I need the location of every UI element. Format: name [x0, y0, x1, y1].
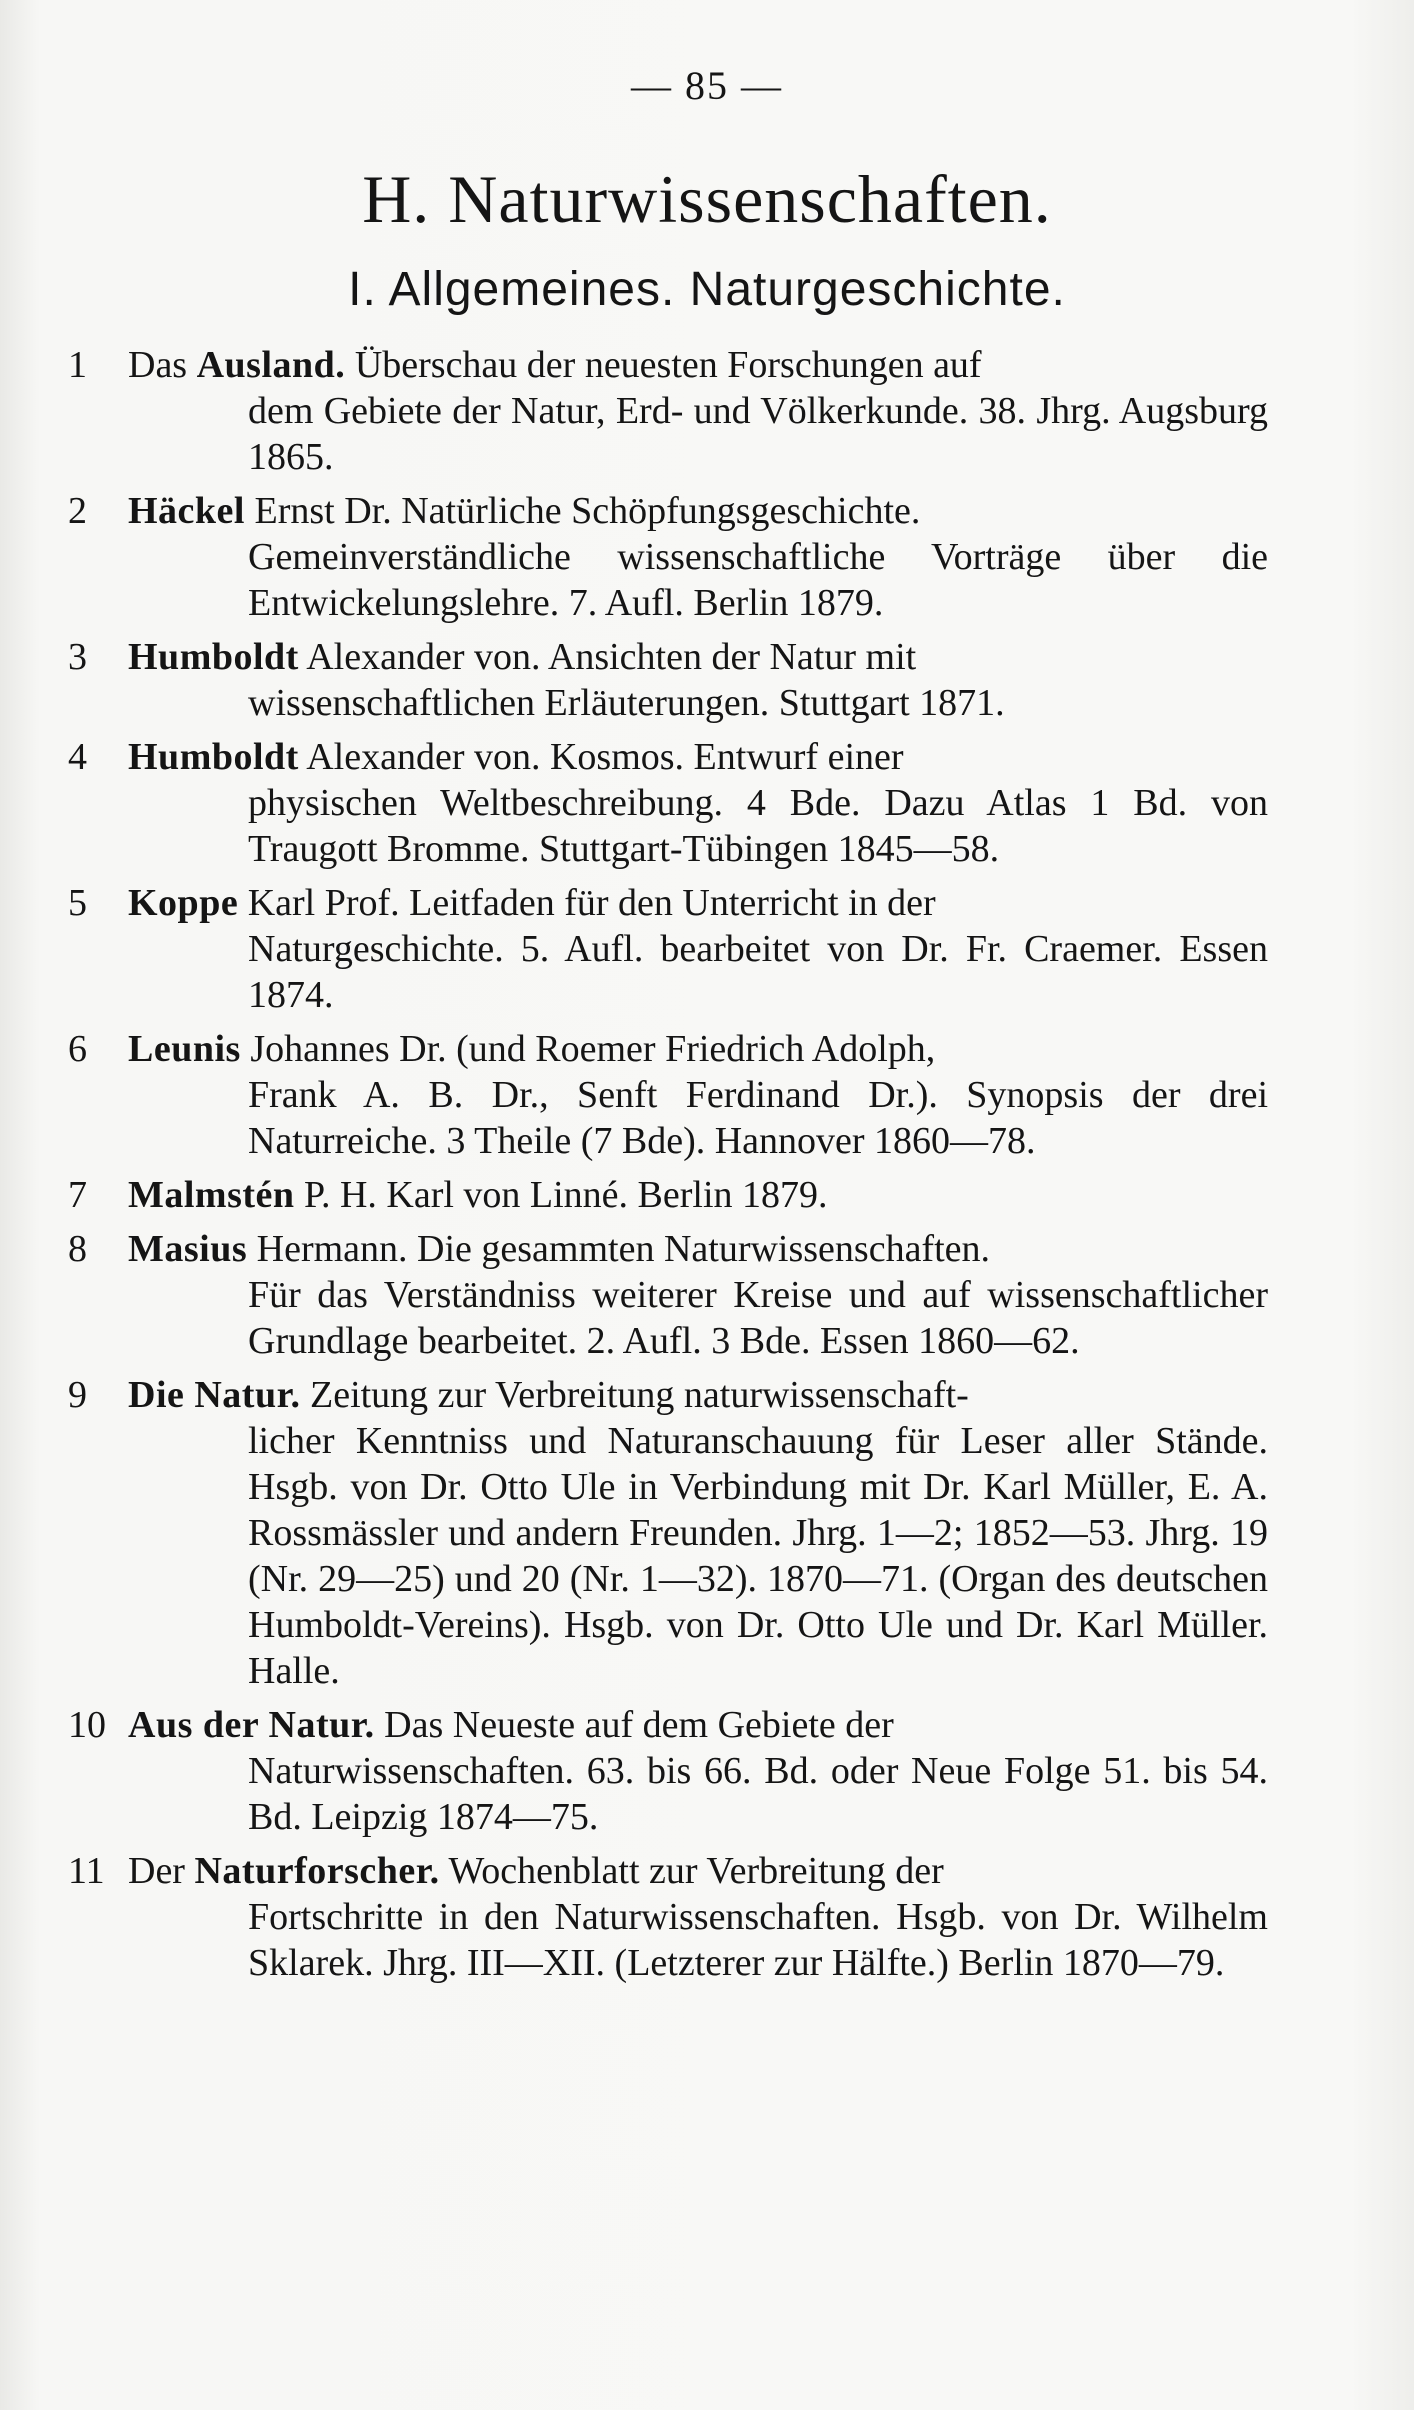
- entry-number: 11: [68, 1850, 105, 1892]
- entry-first-line: [128, 880, 1268, 926]
- bibliography-entry: [68, 1702, 1268, 1840]
- entry-first-line: [128, 1848, 1268, 1894]
- entry-text: [128, 1172, 1268, 1218]
- entry-author: Naturforscher.: [194, 1850, 440, 1892]
- entry-continuation: Gemeinverständliche wissenschaftliche Vorträge über die Entwickelungslehre. 7. Aufl. Berlin 1879.: [248, 536, 1268, 624]
- entry-text: [128, 734, 1268, 872]
- bibliography-list: [68, 342, 1268, 1994]
- entry-author: Ausland.: [196, 344, 346, 386]
- page-number: — 85 —: [631, 63, 783, 108]
- entry-author: Häckel: [128, 490, 245, 532]
- entry-text: [128, 1026, 1268, 1164]
- entry-text: [128, 880, 1268, 1018]
- subsection-title: I. Allgemeines. Naturgeschichte.: [348, 263, 1066, 316]
- entry-text: [128, 1702, 1268, 1840]
- entry-first-line: [128, 342, 1268, 388]
- entry-text: [128, 634, 1268, 726]
- bibliography-entry: [68, 1226, 1268, 1364]
- entry-number: 1: [68, 344, 87, 386]
- entry-author: Die Natur.: [128, 1374, 301, 1416]
- bibliography-entry: [68, 488, 1268, 626]
- entry-title-start: Karl Prof. Leitfaden für den Unterricht in der: [238, 882, 936, 924]
- entry-number: 8: [68, 1228, 87, 1270]
- entry-number: 6: [68, 1028, 87, 1070]
- entry-text: [128, 342, 1268, 480]
- entry-continuation: Naturgeschichte. 5. Aufl. bearbeitet von Dr. Fr. Craemer. Essen 1874.: [248, 928, 1268, 1016]
- entry-text: [128, 1372, 1268, 1694]
- entry-title-start: Ernst Dr. Natürliche Schöpfungsgeschichte.: [244, 490, 921, 532]
- entry-continuation: physischen Weltbeschreibung. 4 Bde. Dazu Atlas 1 Bd. von Traugott Bromme. Stuttgart-Tübingen 1845—58.: [248, 782, 1268, 870]
- entry-continuation: Für das Verständniss weiterer Kreise und auf wissenschaftlicher Grundlage bearbeitet. 2. Aufl. 3 Bde. Essen 1860—62.: [248, 1274, 1268, 1362]
- entry-first-line: [128, 1372, 1268, 1418]
- entry-title-start: Das Neueste auf dem Gebiete der: [374, 1704, 894, 1746]
- section-title: H. Naturwissenschaften.: [362, 161, 1052, 237]
- entry-number: 5: [68, 882, 87, 924]
- entry-author: Malmstén: [128, 1174, 295, 1216]
- entry-first-line: [128, 1172, 1268, 1218]
- entry-first-line: [128, 634, 1268, 680]
- entry-number: 4: [68, 736, 87, 778]
- bibliography-entry: [68, 1372, 1268, 1694]
- bibliography-entry: [68, 1026, 1268, 1164]
- entry-first-line: [128, 1702, 1268, 1748]
- entry-prefix: Der: [128, 1850, 195, 1892]
- entry-number: 9: [68, 1374, 87, 1416]
- entry-number: 3: [68, 636, 87, 678]
- entry-title-start: Alexander von. Kosmos. Entwurf einer: [298, 736, 904, 778]
- entry-continuation: licher Kenntniss und Naturanschauung für Leser aller Stände. Hsgb. von Dr. Otto Ule in Verbindung mit Dr. Karl Müller, E. A. Rossmässler und andern Freunden. Jhrg. 1—2; 1852—53. Jhrg. 19 (Nr. 29—25) und 20 (Nr. 1—32). 1870—71. (Organ des deutschen Humboldt-Vereins). Hsgb. von Dr. Otto Ule und Dr. Karl Müller. Halle.: [248, 1420, 1268, 1692]
- entry-continuation: Naturwissenschaften. 63. bis 66. Bd. oder Neue Folge 51. bis 54. Bd. Leipzig 1874—75.: [248, 1750, 1268, 1838]
- entry-number: 2: [68, 490, 87, 532]
- entry-author: Leunis: [128, 1028, 241, 1070]
- entry-first-line: [128, 734, 1268, 780]
- entry-text: [128, 1848, 1268, 1986]
- entry-continuation: dem Gebiete der Natur, Erd- und Völkerkunde. 38. Jhrg. Augsburg 1865.: [248, 390, 1268, 478]
- entry-author: Koppe: [128, 882, 239, 924]
- bibliography-entry: [68, 880, 1268, 1018]
- entry-number: 10: [68, 1704, 106, 1746]
- entry-text: [128, 488, 1268, 626]
- entry-title-start: Wochenblatt zur Verbreitung der: [439, 1850, 944, 1892]
- entry-title-start: Zeitung zur Verbreitung naturwissenschaft-: [300, 1374, 969, 1416]
- bibliography-entry: [68, 634, 1268, 726]
- bibliography-entry: [68, 734, 1268, 872]
- entry-author: Humboldt: [128, 636, 299, 678]
- entry-author: Aus der Natur.: [128, 1704, 375, 1746]
- entry-first-line: [128, 1226, 1268, 1272]
- entry-first-line: [128, 1026, 1268, 1072]
- entry-title-start: Hermann. Die gesammten Naturwissenschaften.: [247, 1228, 991, 1270]
- entry-continuation: Fortschritte in den Naturwissenschaften. Hsgb. von Dr. Wilhelm Sklarek. Jhrg. III—XII. (Letzterer zur Hälfte.) Berlin 1870—79.: [248, 1896, 1268, 1984]
- bibliography-entry: [68, 1172, 1268, 1218]
- entry-first-line: [128, 488, 1268, 534]
- entry-prefix: Das: [128, 344, 197, 386]
- entry-author: Humboldt: [128, 736, 299, 778]
- entry-continuation: wissenschaftlichen Erläuterungen. Stuttgart 1871.: [248, 682, 1005, 724]
- bibliography-entry: [68, 342, 1268, 480]
- entry-title-start: P. H. Karl von Linné. Berlin 1879.: [294, 1174, 828, 1216]
- entry-number: 7: [68, 1174, 87, 1216]
- entry-title-start: Überschau der neuesten Forschungen auf: [345, 344, 982, 386]
- entry-title-start: Alexander von. Ansichten der Natur mit: [298, 636, 917, 678]
- entry-author: Masius: [128, 1228, 248, 1270]
- bibliography-entry: [68, 1848, 1268, 1986]
- entry-title-start: Johannes Dr. (und Roemer Friedrich Adolph,: [240, 1028, 936, 1070]
- entry-continuation: Frank A. B. Dr., Senft Ferdinand Dr.). Synopsis der drei Naturreiche. 3 Theile (7 Bde). Hannover 1860—78.: [248, 1074, 1268, 1162]
- entry-text: [128, 1226, 1268, 1364]
